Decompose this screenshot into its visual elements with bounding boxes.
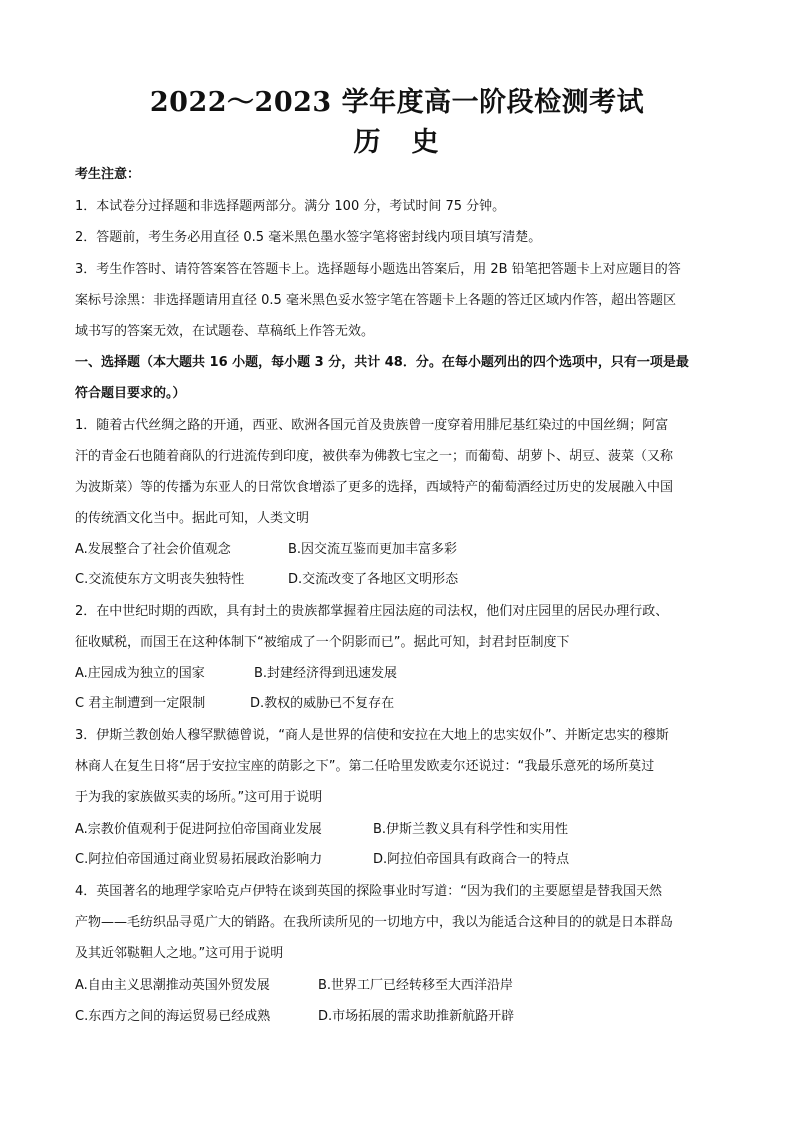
question-4-option-b: B.世界工厂已经转移至大西洋沿岸	[318, 978, 514, 993]
notice-item: 3．考生作答时、请符答案答在答题卡上。选择题每小题选出答案后，用 2B 铅笔把答题卡上对应题目的答	[75, 262, 681, 277]
notice-item: 案标号涂黑：非选择题请用直径 0.5 毫米黑色妥水签字笔在答题卡上各题的答迁区域内作答，超出答题区	[75, 293, 676, 308]
question-4-option-a: A.自由主义思潮推动英国外贸发展	[75, 978, 270, 993]
question-4-option-c: C.东西方之间的海运贸易已经成熟	[75, 1009, 271, 1024]
notice-item: 1．本试卷分过择题和非选择题两部分。满分 100 分，考试时间 75 分钟。	[75, 199, 506, 214]
question-1-text: 1．随着古代丝绸之路的开通，西亚、欧洲各国元首及贵族曾一度穿着用腓尼基红染过的中国丝绸；阿富	[75, 418, 669, 433]
question-1-option-c: C.交流使东方文明丧失独特性	[75, 572, 245, 587]
question-3-option-a: A.宗教价值观利于促进阿拉伯帝国商业发展	[75, 822, 322, 837]
question-2-text: 2．在中世纪时期的西欧，具有封土的贵族都掌握着庄园法庭的司法权，他们对庄园里的居民办理行政、	[75, 604, 669, 619]
question-2-option-a: A.庄园成为独立的国家	[75, 666, 205, 681]
question-3-option-c: C.阿拉伯帝国通过商业贸易拓展政治影响力	[75, 852, 323, 867]
question-4-option-d: D.市场拓展的需求助推新航路开辟	[318, 1009, 515, 1024]
question-4-text: 及其近邻鞑靼人之地。”这可用于说明	[75, 946, 284, 961]
notice-item: 域书写的答案无效，在试题卷、草稿纸上作答无效。	[75, 324, 375, 339]
question-1-option-d: D.交流改变了各地区文明形态	[288, 572, 459, 587]
question-4-text: 4．英国著名的地理学家哈克卢伊特在谈到英国的探险事业时写道：“因为我们的主要愿望是替我国天然	[75, 884, 663, 899]
question-4-text: 产物——毛纺织品寻觅广大的销路。在我所读所见的一切地方中，我以为能适合这种目的的就是日本群岛	[75, 915, 674, 930]
question-3-option-b: B.伊斯兰教义具有科学性和实用性	[373, 822, 569, 837]
question-2-option-c: C 君主制遭到一定限制	[75, 696, 206, 711]
question-1-option-a: A.发展整合了社会价值观念	[75, 542, 231, 557]
notice-heading: 考生注意：	[75, 167, 141, 182]
question-2-option-b: B.封建经济得到迅速发展	[254, 666, 398, 681]
question-1-text: 汗的青金石也随着商队的行进流传到印度，被供奉为佛教七宝之一；而葡萄、胡萝卜、胡豆、菠菜（又称	[75, 449, 674, 464]
question-2-text: 征收赋税，而国王在这种体制下“被缩成了一个阴影而已”。据此可知，封君封臣制度下	[75, 635, 570, 650]
question-1-text: 的传统酒文化当中。据此可知，人类文明	[75, 511, 310, 526]
question-1-text: 为波斯菜）等的传播为东亚人的日常饮食增添了更多的选择，西域特产的葡萄酒经过历史的发展融入中国	[75, 480, 674, 495]
question-3-option-d: D.阿拉伯帝国具有政商合一的特点	[373, 852, 570, 867]
question-1-option-b: B.因交流互鉴而更加丰富多彩	[288, 542, 458, 557]
question-3-text: 3．伊斯兰教创始人穆罕默德曾说，“商人是世界的信使和安拉在大地上的忠实奴仆”、并断定忠实的穆斯	[75, 728, 669, 743]
notice-item: 2．答题前，考生务必用直径 0.5 毫米黑色墨水签字笔将密封线内项目填写清楚。	[75, 230, 542, 245]
question-2-option-d: D.教权的威胁已不复存在	[250, 696, 395, 711]
exam-title: 2022～2023 学年度高一阶段检测考试	[149, 87, 645, 118]
question-3-text: 林商人在复生日将“居于安拉宝座的荫影之下”。第二任哈里发欧麦尔还说过：“我最乐意死的场所莫过	[75, 759, 655, 774]
section-heading: 一、选择题（本大题共 16 小题，每小题 3 分，共计 48．分。在每小题列出的四个选项中，只有一项是最	[75, 355, 689, 370]
section-heading: 符合题目要求的。）	[75, 386, 186, 401]
question-3-text: 于为我的家族做买卖的场所。”这可用于说明	[75, 790, 323, 805]
subject-title: 历 史	[353, 127, 441, 158]
